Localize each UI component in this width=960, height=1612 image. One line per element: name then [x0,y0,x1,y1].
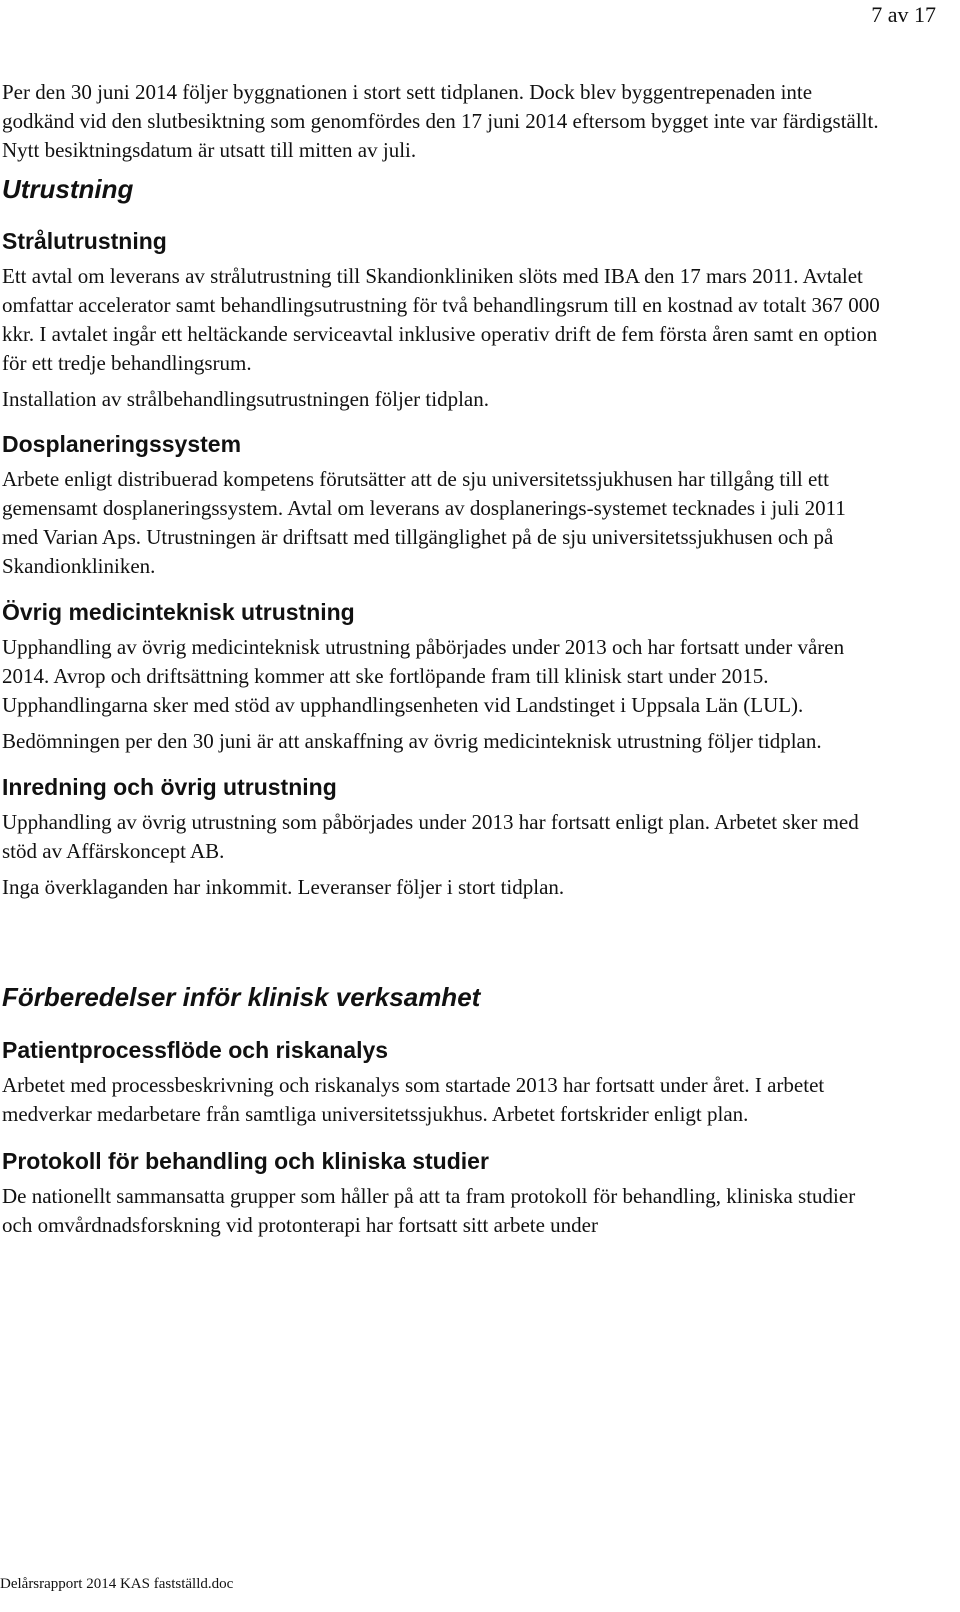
paragraph-patientprocess: Arbetet med processbeskrivning och riskanalys som startade 2013 har fortsatt under året. I arbetet medverkar medarbetare från samtliga universitetssjukhus. Arbetet fortskrider enligt plan. [2,1073,825,1126]
heading-ovrig-medicinteknisk: Övrig medicinteknisk utrustning [2,599,355,625]
intro-paragraph: Per den 30 juni 2014 följer byggnationen i stort sett tidplanen. Dock blev byggentrepenaden inte godkänd vid den slutbesiktning som genomfördes den 17 juni 2014 eftersom bygget inte var färdigställt. Nytt besiktningsdatum är utsatt till mitten av juli. [2,80,879,162]
paragraph-ovrig-1: Upphandling av övrig medicinteknisk utrustning påbörjades under 2013 och har fortsatt under våren 2014. Avrop och driftsättning kommer att ske fortlöpande fram till klinisk start under 2015. Upphandlingarna sker med stöd av upphandlingsenheten vid Landstinget i Uppsala Län (LUL). [2,635,845,717]
paragraph-stralutrustning-2: Installation av strålbehandlingsutrustningen följer tidplan. [2,387,489,411]
section-title-forberedelser: Förberedelser inför klinisk verksamhet [2,982,481,1012]
footer-filename: Delårsrapport 2014 KAS fastställd.doc [0,1576,234,1592]
heading-protokoll: Protokoll för behandling och kliniska studier [2,1148,489,1174]
heading-inredning: Inredning och övrig utrustning [2,774,337,800]
document-body [2,78,887,1240]
paragraph-inredning-2: Inga överklaganden har inkommit. Leveranser följer i stort tidplan. [2,875,565,899]
section-title-utrustning: Utrustning [2,174,134,204]
paragraph-inredning-1: Upphandling av övrig utrustning som påbörjades under 2013 har fortsatt enligt plan. Arbetet sker med stöd av Affärskoncept AB. [2,810,859,863]
heading-dosplanering: Dosplaneringssystem [2,431,242,457]
page-number: 7 av 17 [871,2,936,27]
paragraph-ovrig-2: Bedömningen per den 30 juni är att anskaffning av övrig medicinteknisk utrustning följer tidplan. [2,729,822,753]
heading-stralutrustning: Strålutrustning [2,228,167,254]
paragraph-protokoll: De nationellt sammansatta grupper som håller på att ta fram protokoll för behandling, kliniska studier och omvårdnadsforskning vid protonterapi har fortsatt sitt arbete under [2,1184,856,1237]
heading-patientprocess: Patientprocessflöde och riskanalys [2,1037,389,1063]
paragraph-stralutrustning-1: Ett avtal om leverans av strålutrustning till Skandionkliniken slöts med IBA den 17 mars 2011. Avtalet omfattar accelerator samt behandlingsutrustning för två behandlingsrum till en kostnad av totalt 367 000 kkr. I avtalet ingår ett heltäckande serviceavtal inklusive operativ drift de fem första åren samt en option för ett tredje behandlingsrum. [2,264,880,375]
paragraph-dosplanering: Arbete enligt distribuerad kompetens förutsätter att de sju universitetssjukhusen har tillgång till ett gemensamt dosplaneringssystem. Avtal om leverans av dosplanerings-systemet tecknades i juli 2011 med Varian Aps. Utrustningen är driftsatt med tillgänglighet på de sju universitetssjukhusen och på Skandionkliniken. [2,467,846,578]
